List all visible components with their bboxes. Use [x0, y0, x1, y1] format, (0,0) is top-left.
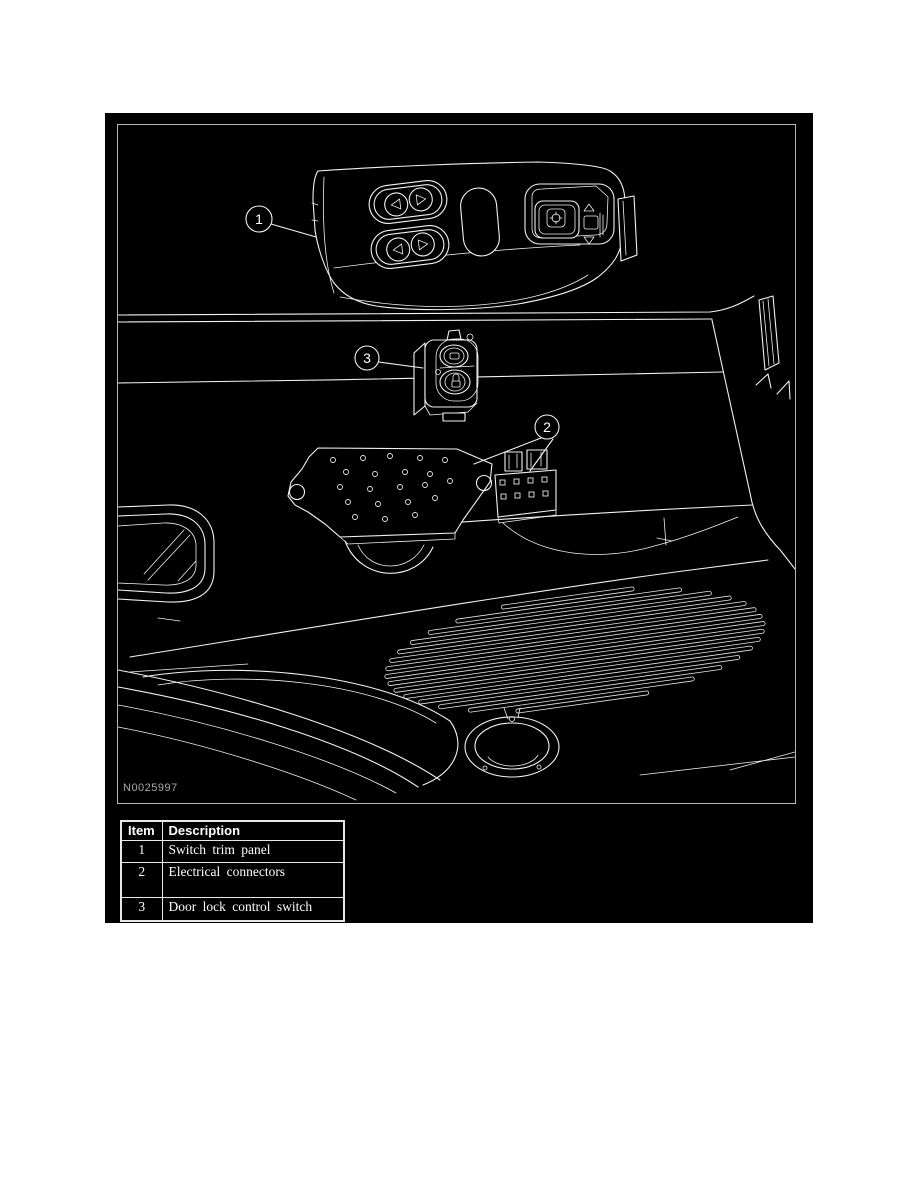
- item-number: 1: [121, 841, 162, 863]
- figure-watermark: N0025997: [123, 782, 178, 794]
- item-number: 3: [121, 898, 162, 921]
- callout-1-number: 1: [255, 211, 263, 227]
- item-number: 2: [121, 863, 162, 898]
- speaker-grille-drawing: [377, 569, 772, 730]
- item-description: Switch trim panel: [162, 841, 344, 863]
- table-header-row: [121, 821, 344, 841]
- table-row: [121, 841, 344, 863]
- illustration-frame: [117, 124, 796, 804]
- door-panel-illustration: [118, 125, 795, 803]
- cup-holder-drawing: [465, 708, 559, 777]
- switch-trim-panel-drawing: [312, 162, 637, 310]
- item-description: Electrical connectors: [162, 863, 344, 898]
- description-column-header: Description: [162, 821, 344, 841]
- callout-3-number: 3: [363, 350, 371, 366]
- electrical-connectors-drawing: [288, 448, 556, 573]
- callout-1: [246, 206, 316, 237]
- parts-legend-table: [120, 820, 345, 922]
- figure-canvas: [105, 113, 813, 923]
- table-row: [121, 863, 344, 898]
- door-lock-switch-drawing: [414, 330, 478, 421]
- item-description: Door lock control switch: [162, 898, 344, 921]
- item-column-header: Item: [121, 821, 162, 841]
- callout-2-number: 2: [543, 419, 551, 435]
- callout-3: [355, 346, 423, 370]
- mirror-switch-drawing: [525, 184, 614, 244]
- table-row: [121, 898, 344, 921]
